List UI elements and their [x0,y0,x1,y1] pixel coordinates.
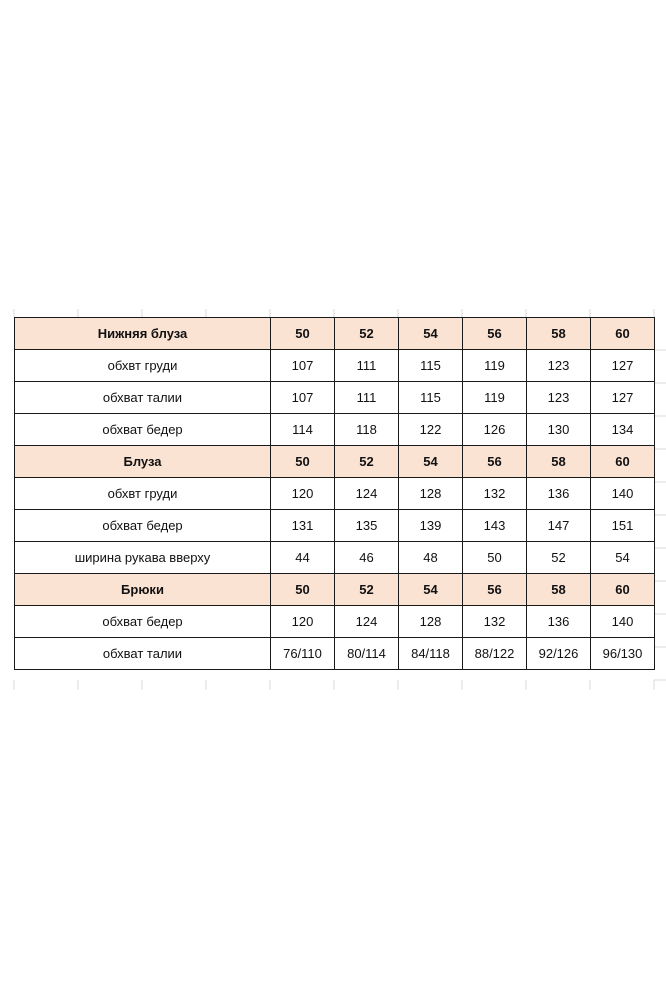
value-cell[interactable]: 132 [463,478,527,510]
size-header-cell[interactable]: 52 [335,574,399,606]
value-cell[interactable]: 118 [335,414,399,446]
value-cell[interactable]: 50 [463,542,527,574]
measurement-label[interactable]: обхват бедер [15,510,271,542]
size-header-cell[interactable]: 50 [271,574,335,606]
value-cell[interactable]: 92/126 [527,638,591,670]
measurement-label[interactable]: обхват талии [15,382,271,414]
value-cell[interactable]: 131 [271,510,335,542]
value-cell[interactable]: 107 [271,350,335,382]
value-cell[interactable]: 119 [463,350,527,382]
size-header-cell[interactable]: 54 [399,446,463,478]
table-row [15,510,655,542]
table-row [15,478,655,510]
value-cell[interactable]: 111 [335,350,399,382]
value-cell[interactable]: 140 [591,478,655,510]
size-header-cell[interactable]: 60 [591,318,655,350]
value-cell[interactable]: 124 [335,606,399,638]
measurement-label[interactable]: ширина рукава вверху [15,542,271,574]
value-cell[interactable]: 128 [399,606,463,638]
size-header-cell[interactable]: 54 [399,318,463,350]
size-header-cell[interactable]: 60 [591,574,655,606]
value-cell[interactable]: 44 [271,542,335,574]
value-cell[interactable]: 115 [399,350,463,382]
value-cell[interactable]: 119 [463,382,527,414]
value-cell[interactable]: 120 [271,606,335,638]
table-row [15,414,655,446]
value-cell[interactable]: 88/122 [463,638,527,670]
table-row [15,606,655,638]
section-header-row [15,318,655,350]
value-cell[interactable]: 124 [335,478,399,510]
value-cell[interactable]: 111 [335,382,399,414]
table-row [15,542,655,574]
measurement-label[interactable]: обхвт груди [15,350,271,382]
value-cell[interactable]: 143 [463,510,527,542]
value-cell[interactable]: 135 [335,510,399,542]
size-header-cell[interactable]: 56 [463,318,527,350]
value-cell[interactable]: 136 [527,478,591,510]
value-cell[interactable]: 123 [527,350,591,382]
value-cell[interactable]: 128 [399,478,463,510]
size-header-cell[interactable]: 58 [527,446,591,478]
section-header-row [15,574,655,606]
section-title[interactable]: Блуза [15,446,271,478]
section-title[interactable]: Брюки [15,574,271,606]
value-cell[interactable]: 126 [463,414,527,446]
value-cell[interactable]: 48 [399,542,463,574]
value-cell[interactable]: 151 [591,510,655,542]
measurement-label[interactable]: обхват талии [15,638,271,670]
value-cell[interactable]: 136 [527,606,591,638]
section-title[interactable]: Нижняя блуза [15,318,271,350]
value-cell[interactable]: 127 [591,350,655,382]
value-cell[interactable]: 114 [271,414,335,446]
size-header-cell[interactable]: 56 [463,446,527,478]
value-cell[interactable]: 46 [335,542,399,574]
size-header-cell[interactable]: 60 [591,446,655,478]
size-header-cell[interactable]: 54 [399,574,463,606]
value-cell[interactable]: 54 [591,542,655,574]
size-header-cell[interactable]: 56 [463,574,527,606]
value-cell[interactable]: 115 [399,382,463,414]
value-cell[interactable]: 107 [271,382,335,414]
size-header-cell[interactable]: 50 [271,318,335,350]
table-row [15,382,655,414]
size-header-cell[interactable]: 52 [335,318,399,350]
value-cell[interactable]: 123 [527,382,591,414]
value-cell[interactable]: 52 [527,542,591,574]
value-cell[interactable]: 122 [399,414,463,446]
measurement-label[interactable]: обхват бедер [15,606,271,638]
value-cell[interactable]: 130 [527,414,591,446]
measurement-label[interactable]: обхват бедер [15,414,271,446]
section-header-row [15,446,655,478]
value-cell[interactable]: 80/114 [335,638,399,670]
value-cell[interactable]: 147 [527,510,591,542]
measurement-label[interactable]: обхвт груди [15,478,271,510]
value-cell[interactable]: 96/130 [591,638,655,670]
value-cell[interactable]: 134 [591,414,655,446]
value-cell[interactable]: 140 [591,606,655,638]
size-chart-table [14,317,655,670]
value-cell[interactable]: 120 [271,478,335,510]
value-cell[interactable]: 139 [399,510,463,542]
table-row [15,638,655,670]
table-row [15,350,655,382]
value-cell[interactable]: 84/118 [399,638,463,670]
size-header-cell[interactable]: 58 [527,574,591,606]
value-cell[interactable]: 132 [463,606,527,638]
size-header-cell[interactable]: 52 [335,446,399,478]
value-cell[interactable]: 76/110 [271,638,335,670]
size-header-cell[interactable]: 58 [527,318,591,350]
size-header-cell[interactable]: 50 [271,446,335,478]
value-cell[interactable]: 127 [591,382,655,414]
